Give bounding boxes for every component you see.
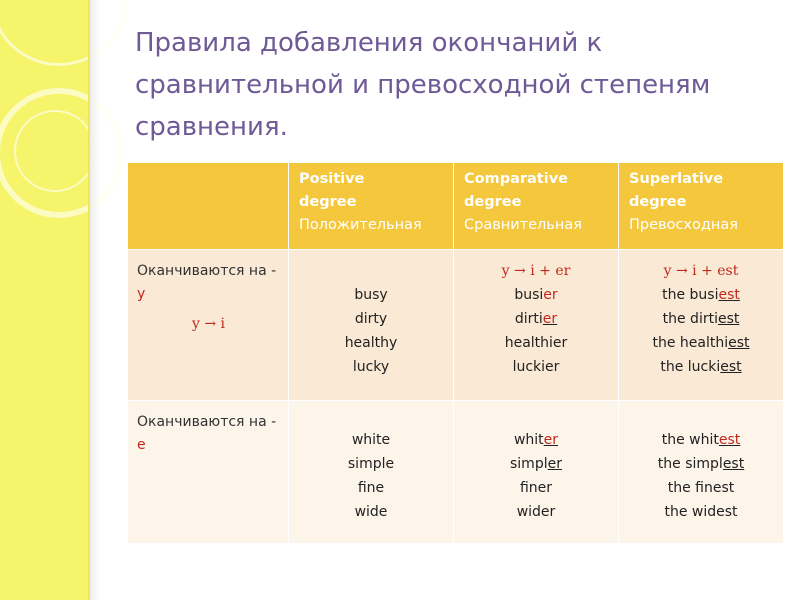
header-en-line1: Superlative	[629, 171, 724, 187]
superlative-word	[619, 476, 783, 500]
header-en-line2: degree	[299, 194, 357, 210]
word-stem: busi	[514, 287, 544, 303]
rule-arrow: y → i	[191, 316, 226, 332]
header-ru: Положительная	[299, 217, 422, 233]
header-en-line2: degree	[629, 194, 687, 210]
positive-word: lucky	[352, 359, 390, 375]
comparative-cell	[454, 401, 619, 544]
positive-cell	[289, 250, 454, 401]
positive-cell	[289, 401, 454, 544]
superlative-word	[619, 355, 783, 379]
word-stem: finer	[519, 480, 553, 496]
comparative-word	[454, 355, 618, 379]
word-suffix: est	[717, 311, 740, 327]
header-en-line2: degree	[464, 194, 522, 210]
word-stem: the dirti	[662, 311, 718, 327]
positive-word: healthy	[344, 335, 398, 351]
header-en-line1: Positive	[299, 171, 365, 187]
word-stem: the whit	[661, 432, 719, 448]
word-stem: the finest	[667, 480, 735, 496]
superlative-word	[619, 428, 783, 452]
word-suffix: est	[718, 432, 741, 448]
word-suffix: est	[728, 335, 750, 351]
word-suffix: er	[547, 456, 562, 472]
header-cell-empty	[128, 163, 289, 250]
word-stem: the simpl	[657, 456, 723, 472]
comparative-cell	[454, 250, 619, 401]
header-ru: Сравнительная	[464, 217, 582, 233]
word-suffix: er	[543, 287, 558, 303]
word-stem: healthier	[504, 335, 568, 351]
word-suffix: er	[543, 432, 559, 448]
comparative-formula: y → i + er	[501, 263, 571, 279]
decorative-side-band	[0, 0, 88, 600]
positive-word: dirty	[354, 311, 388, 327]
superlative-word	[619, 307, 783, 331]
superlative-cell	[619, 250, 784, 401]
word-suffix: est	[718, 287, 740, 303]
comparative-word	[454, 428, 618, 452]
word-stem: the lucki	[660, 359, 721, 375]
table-row-e-ending	[128, 401, 784, 544]
superlative-formula: y → i + est	[663, 263, 739, 279]
positive-word: busy	[354, 287, 388, 303]
positive-word: wide	[354, 504, 388, 520]
comparative-word	[454, 500, 618, 524]
word-stem: wider	[516, 504, 556, 520]
header-cell-comparative	[454, 163, 619, 250]
header-cell-positive	[289, 163, 454, 250]
comparative-word	[454, 331, 618, 355]
word-stem: whit	[513, 432, 544, 448]
rule-text: Оканчиваются на -	[137, 414, 277, 430]
decorative-ring	[14, 110, 96, 192]
decorative-ring	[0, 0, 128, 66]
rule-cell	[128, 250, 289, 401]
degrees-table	[127, 162, 784, 544]
word-stem: the busi	[662, 287, 719, 303]
header-en-line1: Comparative	[464, 171, 568, 187]
word-stem: simpl	[510, 456, 548, 472]
word-suffix: est	[720, 359, 742, 375]
comparative-word	[454, 307, 618, 331]
comparative-word	[454, 283, 618, 307]
word-suffix: est	[722, 456, 745, 472]
superlative-cell	[619, 401, 784, 544]
word-suffix: er	[542, 311, 558, 327]
header-cell-superlative	[619, 163, 784, 250]
superlative-word	[619, 331, 783, 355]
comparative-word	[454, 452, 618, 476]
positive-word: simple	[347, 456, 395, 472]
header-ru: Превосходная	[629, 217, 738, 233]
positive-word: white	[351, 432, 391, 448]
table-row-y-ending	[128, 250, 784, 401]
superlative-word	[619, 500, 783, 524]
positive-word: fine	[357, 480, 385, 496]
superlative-word	[619, 452, 783, 476]
table-header-row	[128, 163, 784, 250]
word-stem: luckier	[512, 359, 560, 375]
word-stem: dirti	[514, 311, 543, 327]
word-stem: the healthi	[652, 335, 729, 351]
comparative-word	[454, 476, 618, 500]
rule-letter: e	[137, 437, 146, 453]
rule-cell	[128, 401, 289, 544]
slide-title: Правила добавления окончаний к сравнительной и превосходной степеням сравнения.	[135, 28, 711, 142]
side-band-shadow	[90, 0, 100, 600]
word-stem: the widest	[664, 504, 738, 520]
rule-letter: y	[137, 286, 146, 302]
rule-text: Оканчиваются на -	[137, 263, 277, 279]
superlative-word	[619, 283, 783, 307]
